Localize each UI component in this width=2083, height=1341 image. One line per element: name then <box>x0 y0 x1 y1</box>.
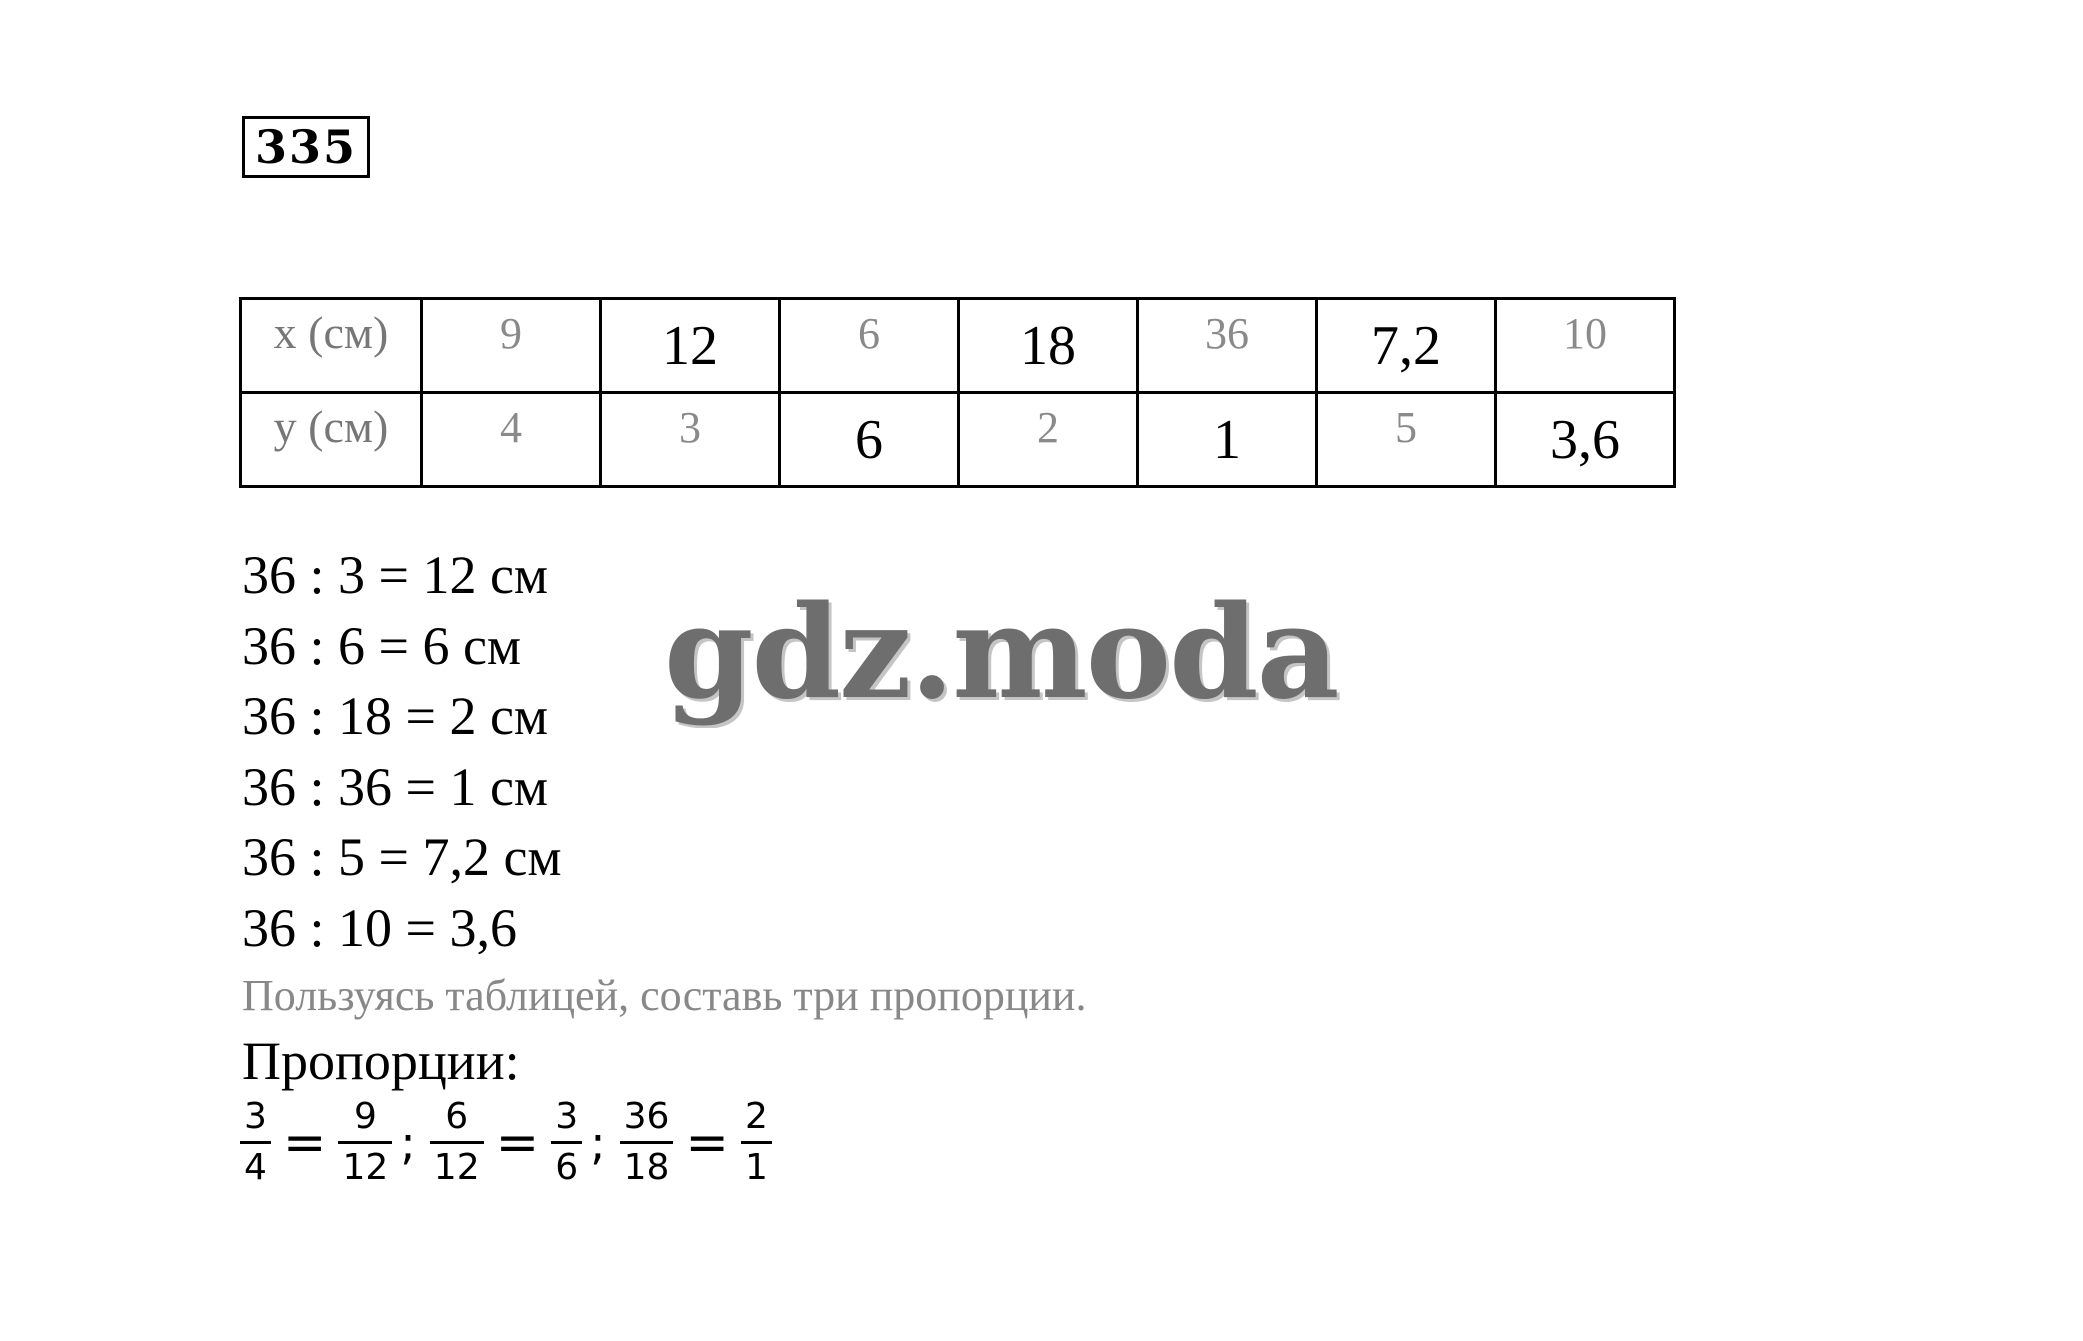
fraction <box>338 1096 392 1189</box>
xy-table <box>239 297 1676 488</box>
task-text: Пользуясь таблицей, составь три пропорции. <box>242 971 1087 1020</box>
fraction-bar <box>240 1141 271 1144</box>
proportions-title: Пропорции: <box>242 1031 520 1091</box>
calc-line-1: 36 : 3 = 12 см <box>242 545 549 605</box>
fraction-bar <box>741 1141 772 1144</box>
y-cell-3: 6 <box>780 393 959 487</box>
x-cell-3: 6 <box>780 299 959 393</box>
task-number: 335 <box>242 116 370 178</box>
x-cell-6: 7,2 <box>1317 299 1496 393</box>
fraction <box>620 1096 674 1189</box>
fraction-bar <box>551 1141 582 1144</box>
fraction <box>240 1096 271 1189</box>
numerator: 3 <box>244 1096 267 1137</box>
x-header-cell: x (см) <box>241 299 422 393</box>
y-cell-4: 2 <box>959 393 1138 487</box>
denominator: 1 <box>744 1147 768 1188</box>
table-row-y <box>241 393 1675 487</box>
denominator: 12 <box>433 1147 480 1188</box>
proportions-row <box>240 1096 772 1189</box>
fraction <box>551 1096 582 1189</box>
calculation-lines <box>242 540 562 963</box>
y-cell-7: 3,6 <box>1496 393 1675 487</box>
y-cell-2: 3 <box>601 393 780 487</box>
numerator: 6 <box>445 1096 469 1137</box>
numerator: 36 <box>623 1096 670 1137</box>
x-cell-4: 18 <box>959 299 1138 393</box>
fraction-bar <box>620 1141 674 1144</box>
y-cell-5: 1 <box>1138 393 1317 487</box>
calc-line-4: 36 : 36 = 1 см <box>242 756 549 817</box>
x-cell-1: 9 <box>422 299 601 393</box>
numerator: 2 <box>744 1096 768 1137</box>
calc-line-2: 36 : 6 = 6 см <box>242 615 522 676</box>
calc-line-6: 36 : 10 = 3,6 <box>242 897 517 958</box>
fraction <box>741 1096 772 1189</box>
y-cell-6: 5 <box>1317 393 1496 487</box>
table-row-x <box>241 299 1675 393</box>
y-header-cell: y (см) <box>241 393 422 487</box>
denominator: 4 <box>244 1147 267 1188</box>
numerator: 9 <box>353 1096 377 1137</box>
denominator: 12 <box>342 1147 389 1188</box>
calc-line-5: 36 : 5 = 7,2 см <box>242 827 562 887</box>
denominator: 6 <box>555 1147 579 1188</box>
equals-sign: = <box>495 1112 540 1173</box>
separator: ; <box>590 1115 606 1170</box>
fraction <box>430 1096 484 1189</box>
separator: ; <box>400 1115 416 1170</box>
x-cell-7: 10 <box>1496 299 1675 393</box>
numerator: 3 <box>555 1096 579 1137</box>
fraction-bar <box>430 1141 484 1144</box>
equals-sign: = <box>685 1112 729 1173</box>
equals-sign: = <box>282 1112 327 1173</box>
denominator: 18 <box>623 1147 670 1188</box>
x-cell-5: 36 <box>1138 299 1317 393</box>
y-cell-1: 4 <box>422 393 601 487</box>
watermark-logo: gdz.moda <box>664 578 1338 728</box>
x-cell-2: 12 <box>601 299 780 393</box>
calc-line-3: 36 : 18 = 2 см <box>242 686 549 746</box>
fraction-bar <box>338 1141 392 1144</box>
